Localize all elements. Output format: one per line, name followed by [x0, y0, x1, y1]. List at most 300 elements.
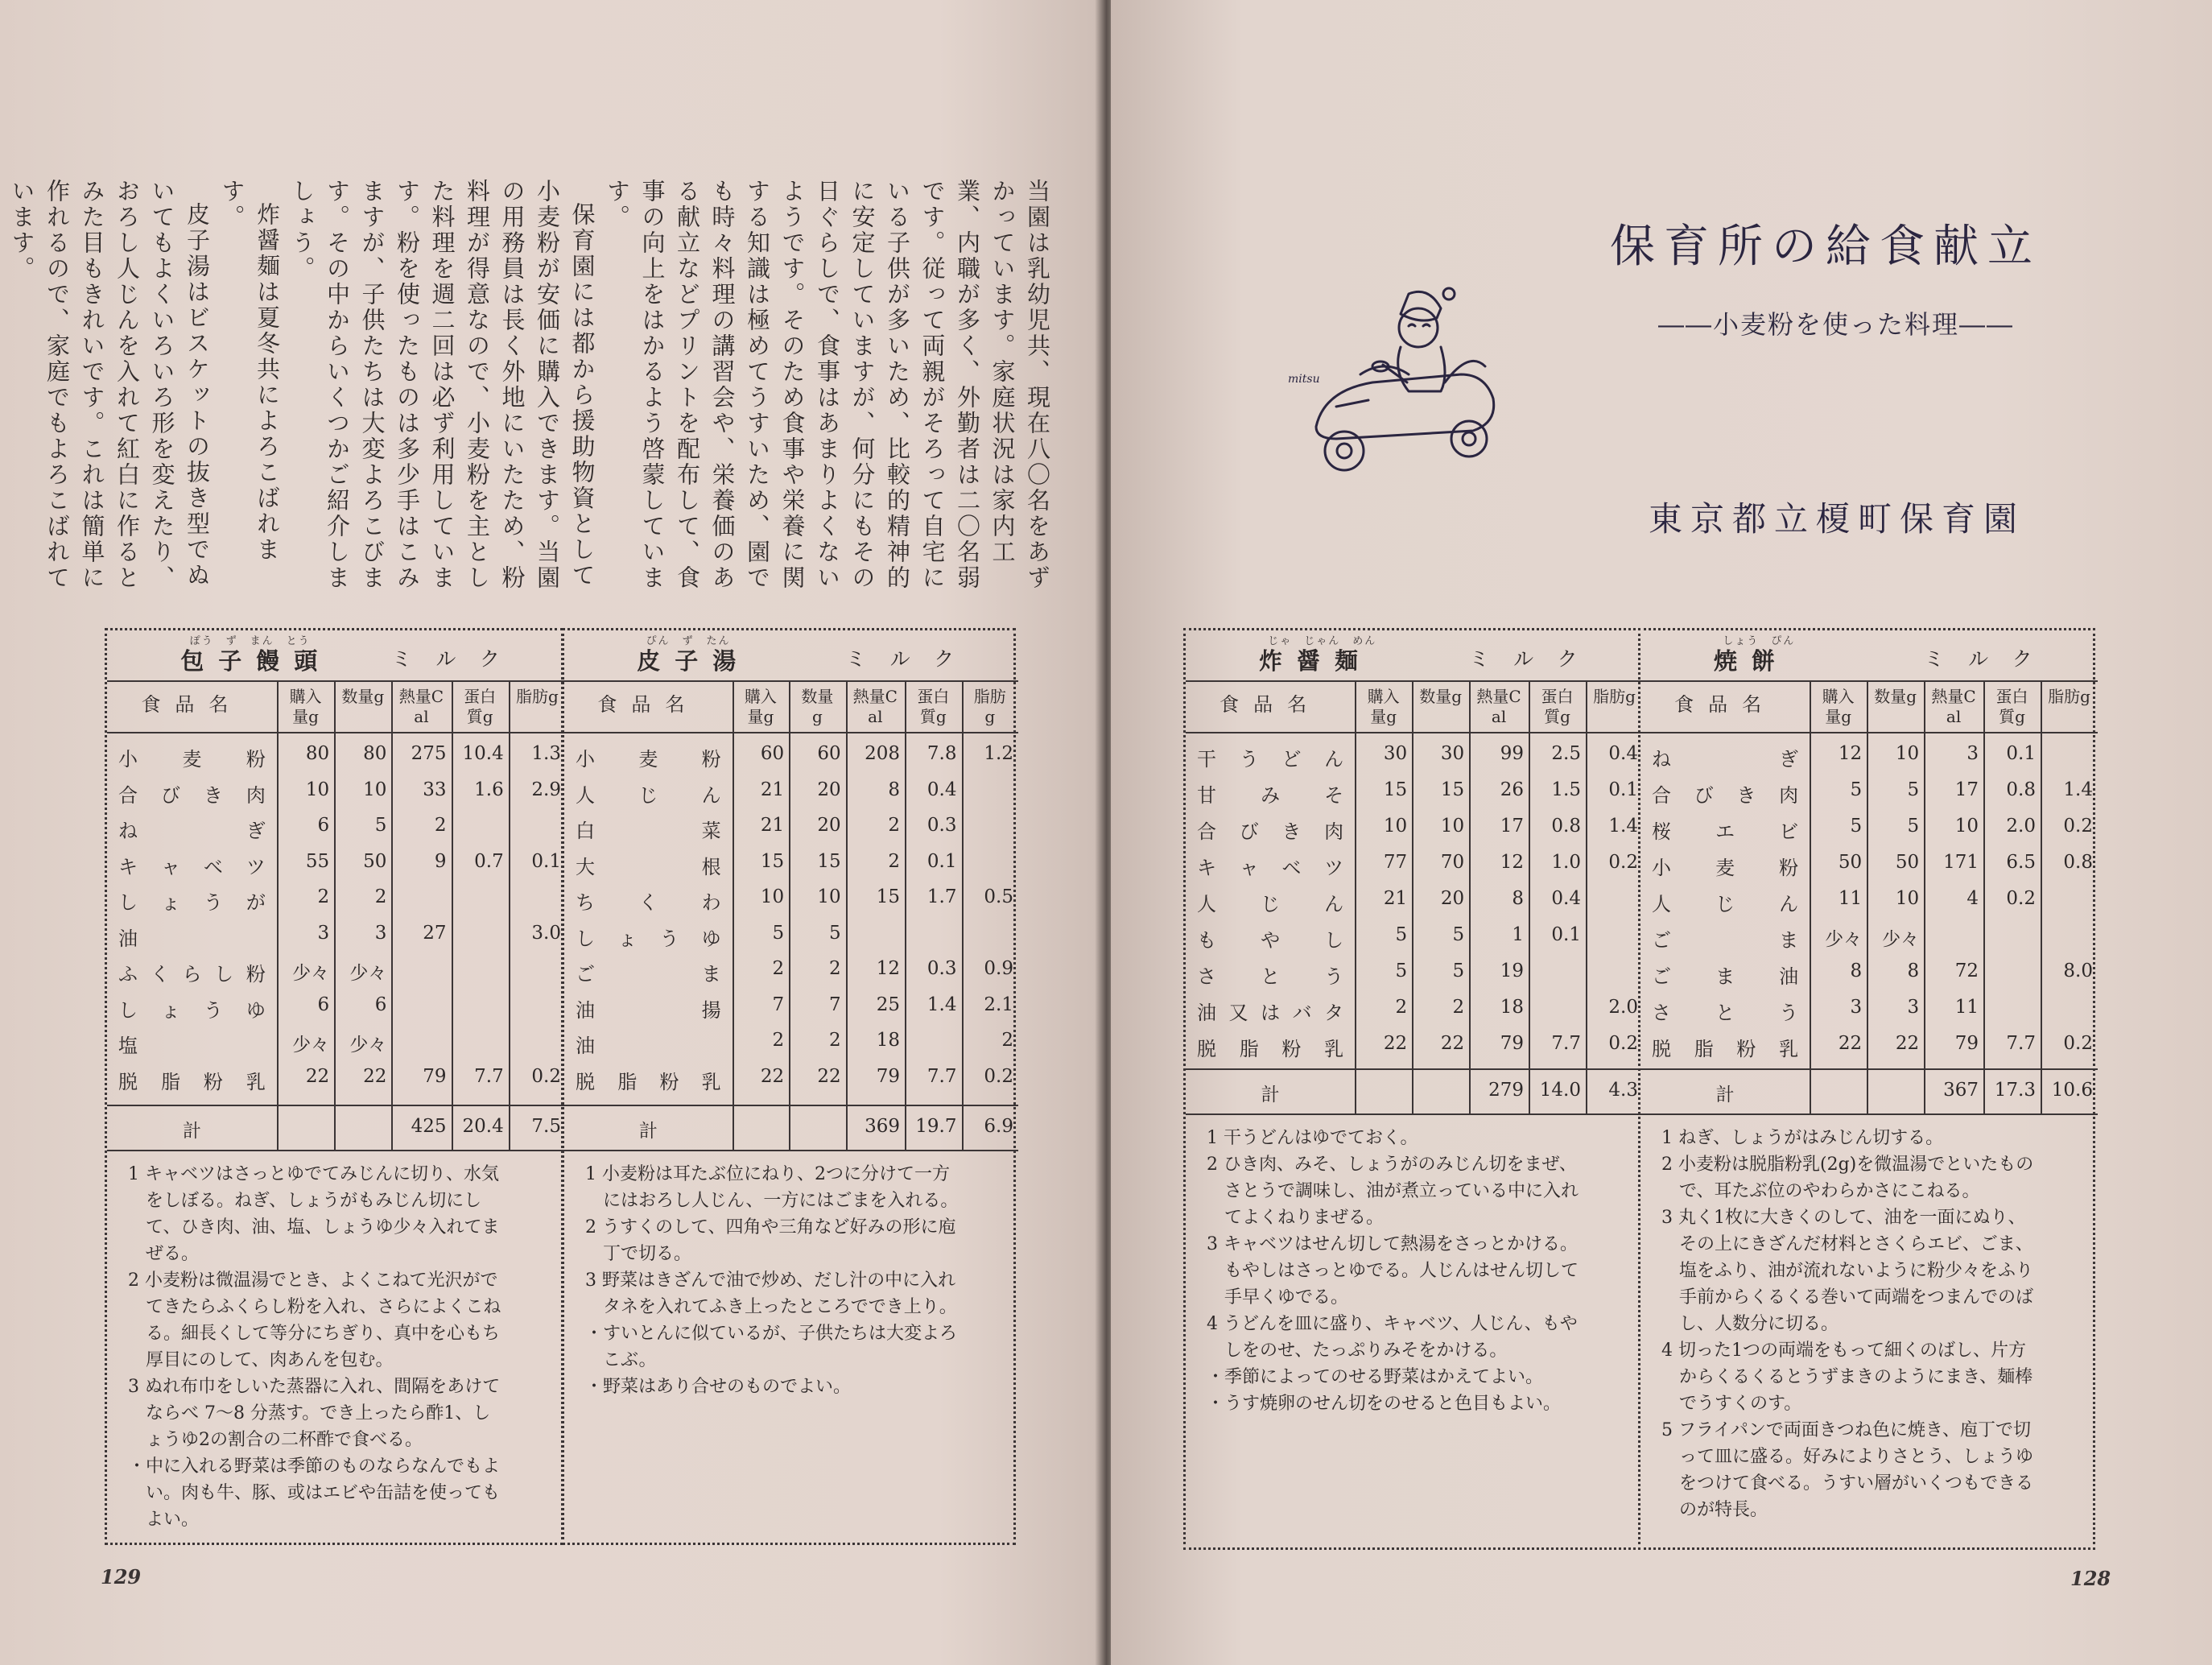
table-cell: 7.7: [474, 1065, 504, 1087]
table-cell: 275: [411, 743, 447, 764]
total-cell: 20.4: [462, 1116, 504, 1137]
note-line: 3 ぬれ布巾をしいた蒸器に入れ、間隔をあけて: [128, 1377, 501, 1397]
table-cell: 1.4: [2063, 779, 2093, 800]
table-cell: 0.3: [926, 815, 957, 836]
food-name: 人じん: [1197, 893, 1344, 915]
table-cell: 7.8: [926, 743, 957, 764]
column-header: 熱量Cal: [1476, 687, 1521, 726]
table-cell: 10: [1383, 816, 1408, 837]
table-cell: 2: [888, 815, 900, 836]
note-line: 3 丸く1枚に大きくのして、油を一面にぬり、: [1661, 1208, 2026, 1228]
food-name: 人じん: [1652, 893, 1799, 915]
article-title: 保育所の給食献立: [1610, 221, 2041, 273]
header-band-divider: [1640, 680, 2098, 682]
table-cell: 2: [829, 1030, 841, 1051]
dish-name: 皮子湯: [637, 647, 751, 675]
table-cell: 15: [1440, 779, 1465, 800]
table-cell: 2.0: [1608, 997, 1638, 1018]
table-cell: 8: [1850, 961, 1863, 981]
note-line: 2 うすくのして、四角や三角など好みの形に庖: [585, 1217, 956, 1237]
total-cell: 425: [411, 1116, 447, 1137]
table-cell: 22: [1440, 1033, 1465, 1054]
food-name: キャベツ: [118, 855, 266, 878]
note-line: て、ひき肉、油、塩、しょうゆ少々入れてま: [128, 1217, 500, 1237]
note-line: 2 ひき肉、みそ、しょうがのみじん切をまぜ、: [1207, 1155, 1577, 1175]
food-name: もやし: [1197, 929, 1344, 952]
note-line: 厚目にのして、肉あんを包む。: [128, 1350, 394, 1370]
table-cell: 0.2: [1608, 1033, 1638, 1054]
table-cell: 7: [772, 994, 785, 1015]
table-cell: 3: [374, 922, 387, 944]
note-line: る。細長くして等分にちぎり、真中を心もち: [128, 1324, 501, 1344]
dish-name-ruby: ぴん ず たん: [646, 635, 731, 647]
table-cell: 60: [817, 743, 841, 764]
food-name: 小麦粉: [1652, 857, 1799, 879]
table-cell: 30: [1383, 743, 1408, 764]
table-cell: 7: [829, 994, 841, 1015]
header-divider: [564, 732, 1018, 733]
table-cell: 79: [423, 1065, 447, 1087]
food-name: 干うどん: [1197, 748, 1344, 771]
table-cell: 5: [829, 922, 841, 944]
note-line: をつけて食べる。うすい層がいくつもできる: [1661, 1473, 2034, 1494]
page-number: 129: [101, 1565, 142, 1589]
table-cell: 12: [876, 958, 900, 979]
note-line: で、耳たぶ位のやわらかさにこねる。: [1661, 1181, 1980, 1201]
table-cell: 0.4: [926, 779, 957, 800]
table-cell: 少々: [292, 1035, 330, 1056]
note-line: ・すいとんに似ているが、子供たちは大変よろ: [585, 1324, 958, 1344]
table-cell: 20: [817, 815, 841, 836]
food-name: ねぎ: [1652, 748, 1799, 771]
column-header: 脂肪g: [1593, 687, 1636, 706]
note-line: 1 キャベツはさっとゆでてみじんに切り、水気: [128, 1164, 499, 1184]
table-cell: 4: [1966, 888, 1979, 909]
table-cell: 2.5: [1551, 743, 1581, 764]
table-cell: 1.0: [1551, 852, 1581, 873]
total-cell: 7.5: [531, 1116, 561, 1137]
table-cell: 17: [1500, 816, 1524, 837]
table-cell: 0.4: [1551, 888, 1581, 909]
table-cell: 50: [1838, 852, 1863, 873]
table-cell: 0.1: [926, 850, 957, 872]
food-name: 大根: [576, 855, 721, 878]
table-cell: 0.1: [2006, 743, 2036, 764]
column-header: 脂肪g: [515, 687, 559, 706]
right-page: [1111, 0, 2212, 1665]
food-name: ねぎ: [118, 820, 266, 842]
table-cell: 171: [1943, 852, 1979, 873]
note-line: 1 干うどんはゆでておく。: [1207, 1128, 1418, 1148]
food-name: 合びき肉: [1652, 784, 1799, 807]
food-name: 油揚: [576, 998, 721, 1022]
intro-paragraph: 皮子湯はビスケットの抜き型でぬいてもよくいろいろ形を変えたり、おろし人じんを入れて紅白に作るとみた目もきれいです。これは簡単に作れるので、家庭でもよろこばれています。: [8, 179, 211, 591]
column-header: 数量g: [801, 687, 834, 726]
table-cell: 5: [1395, 961, 1408, 981]
table-cell: 60: [760, 743, 785, 764]
table-cell: 8: [888, 779, 900, 800]
table-cell: 11: [1954, 997, 1979, 1018]
note-line: よい。: [128, 1510, 200, 1530]
table-cell: 30: [1440, 743, 1465, 764]
total-cell: 367: [1943, 1080, 1979, 1101]
note-line: にはおろし人じん、一方にはごまを入れる。: [585, 1191, 959, 1211]
table-cell: 77: [1383, 852, 1408, 873]
left-page: [0, 0, 1104, 1665]
total-cell: 10.6: [2051, 1080, 2093, 1101]
total-cell: 369: [865, 1116, 900, 1137]
total-cell: 14.0: [1539, 1080, 1581, 1101]
table-cell: 25: [876, 994, 900, 1015]
table-cell: 1.2: [984, 743, 1013, 764]
table-cell: 2: [772, 958, 785, 979]
table-cell: 0.2: [2006, 888, 2036, 909]
table-cell: 21: [1383, 888, 1408, 909]
column-header: 購入量g: [744, 687, 777, 726]
note-line: さとうで調味し、油が煮立っている中に入れ: [1207, 1181, 1579, 1201]
note-line: ・うす焼卵のせん切をのせると色目もよい。: [1207, 1394, 1562, 1414]
table-cell: 33: [423, 779, 447, 800]
table-cell: 3: [317, 922, 330, 944]
column-header: 購入量g: [1822, 687, 1855, 726]
recipe-table: [562, 628, 1016, 1545]
table-cell: 22: [363, 1065, 387, 1087]
table-cell: 3.0: [531, 922, 561, 944]
food-name: 油: [118, 927, 138, 950]
table-cell: 18: [1500, 997, 1524, 1018]
table-cell: 22: [817, 1065, 841, 1087]
food-name: ふくらし粉: [118, 963, 266, 985]
table-cell: 20: [1440, 888, 1465, 909]
table-cell: 2.9: [531, 779, 561, 800]
table-cell: 10: [305, 779, 330, 800]
table-cell: 0.9: [984, 958, 1013, 979]
table-cell: 0.2: [1608, 852, 1638, 873]
table-cell: 10: [1440, 816, 1465, 837]
table-cell: 17: [1954, 779, 1979, 800]
table-cell: 21: [760, 815, 785, 836]
note-line: しをのせ、たっぷりみそをかける。: [1207, 1341, 1508, 1361]
dish-name: 包子饅頭: [180, 647, 332, 675]
note-line: ・季節によってのせる野菜はかえてよい。: [1207, 1367, 1544, 1387]
column-header: 数量g: [1874, 687, 1917, 706]
total-label: 計: [1261, 1085, 1280, 1105]
column-header: 脂肪g: [973, 687, 1006, 726]
total-cell: 6.9: [984, 1116, 1013, 1137]
table-cell: 8: [1907, 961, 1920, 981]
total-divider: [1640, 1068, 2098, 1070]
recipe-table: [105, 628, 563, 1545]
table-cell: 8: [1512, 888, 1524, 909]
recipe-notes: [585, 1161, 1007, 1400]
table-cell: 5: [1850, 779, 1863, 800]
food-name: 白菜: [576, 820, 721, 842]
table-cell: 0.7: [474, 850, 504, 872]
table-cell: 5: [1395, 924, 1408, 945]
table-cell: 2: [374, 886, 387, 907]
table-cell: 0.1: [531, 850, 561, 872]
table-cell: 15: [876, 886, 900, 907]
note-line: その上にきざんだ材料とさくらエビ、ごま、: [1661, 1234, 2033, 1254]
table-cell: 3: [1907, 997, 1920, 1018]
column-header: 蛋白質g: [917, 687, 950, 726]
note-line: 4 切った1つの両端をもって細くのばし、片方: [1661, 1341, 2026, 1361]
column-header: 数量g: [341, 687, 385, 706]
dish-name-ruby: ぽう ず まん とう: [189, 635, 311, 647]
food-name: 小麦粉: [118, 748, 266, 771]
table-cell: 5: [1850, 816, 1863, 837]
table-cell: 27: [423, 922, 447, 944]
column-header: 熱量Cal: [852, 687, 898, 726]
table-cell: 26: [1500, 779, 1524, 800]
header-band-divider: [1186, 680, 1643, 682]
intro-paragraph: 炸醤麺は夏冬共によろこばれます。: [218, 179, 281, 563]
table-cell: 50: [1895, 852, 1920, 873]
column-header: 食品名: [141, 693, 243, 716]
table-cell: 2: [888, 850, 900, 872]
table-cell: 0.2: [531, 1065, 561, 1087]
note-line: 1 小麦粉は耳たぶ位にねり、2つに分けて一方: [585, 1164, 950, 1184]
total-label: 計: [182, 1121, 201, 1142]
table-cell: 5: [1907, 816, 1920, 837]
dish-name: 炸醤麺: [1258, 647, 1372, 675]
table-cell: 5: [1907, 779, 1920, 800]
note-line: 手前からくるくる巻いて両端をつまんでのば: [1661, 1287, 2034, 1308]
food-name: しょうが: [118, 891, 266, 914]
note-line: タネを入れてふき上ったところででき上り。: [585, 1297, 957, 1317]
dish-name-ruby: じゃ じゃん めん: [1268, 635, 1377, 647]
table-cell: 1.4: [1608, 816, 1638, 837]
table-cell: 22: [305, 1065, 330, 1087]
column-header: 食品名: [1674, 693, 1777, 716]
total-divider: [107, 1105, 566, 1106]
header-divider: [1186, 732, 1643, 733]
note-line: 2 小麦粉は脱脂粉乳(2g)を微温湯でといたもの: [1661, 1155, 2034, 1175]
table-cell: 10: [1895, 743, 1920, 764]
table-cell: 22: [1838, 1033, 1863, 1054]
note-line: でうすくのす。: [1661, 1394, 1802, 1414]
note-line: こぶ。: [585, 1350, 657, 1370]
food-name: さとう: [1652, 1002, 1799, 1024]
table-cell: 少々: [1825, 929, 1863, 950]
note-line: し、人数分に切る。: [1661, 1314, 1839, 1334]
total-divider: [564, 1105, 1018, 1106]
table-cell: 9: [434, 850, 447, 872]
food-name: さとう: [1197, 965, 1344, 988]
note-line: ならべ 7～8 分蒸す。でき上ったら酢1、し: [128, 1403, 491, 1423]
note-line: 手早くゆでる。: [1207, 1287, 1349, 1308]
illustration-signature: mitsu: [1288, 373, 1320, 386]
food-name: 小麦粉: [576, 748, 721, 771]
table-cell: 2: [317, 886, 330, 907]
table-cell: 1.4: [926, 994, 957, 1015]
total-label: 計: [1715, 1085, 1735, 1105]
note-line: ぜる。: [128, 1244, 200, 1264]
table-cell: 0.4: [1608, 743, 1638, 764]
table-cell: 2: [829, 958, 841, 979]
table-cell: 3: [1966, 743, 1979, 764]
table-cell: 少々: [349, 963, 387, 984]
food-name: ちくわ: [576, 891, 721, 914]
dish-name-ruby: しょう ぴん: [1723, 635, 1796, 647]
note-line: てよくねりまぜる。: [1207, 1208, 1385, 1228]
table-cell: 0.2: [984, 1065, 1013, 1087]
drink-name: ミルク: [845, 647, 979, 671]
food-name: 塩: [118, 1035, 138, 1057]
table-cell: 8.0: [2063, 961, 2093, 981]
total-label: 計: [638, 1121, 658, 1142]
drink-name: ミルク: [391, 647, 524, 671]
table-cell: 少々: [1882, 929, 1920, 950]
table-cell: 0.3: [926, 958, 957, 979]
notes-divider: [564, 1150, 1018, 1151]
column-header: 食品名: [1219, 693, 1322, 716]
food-name: 脱脂粉乳: [576, 1070, 721, 1093]
note-line: ・野菜はあり合せのものでよい。: [585, 1377, 852, 1397]
table-cell: 1: [1512, 924, 1524, 945]
table-cell: 21: [760, 779, 785, 800]
recipe-notes: [128, 1161, 555, 1533]
table-cell: 1.6: [474, 779, 504, 800]
table-cell: 7.7: [2006, 1033, 2036, 1054]
note-line: 1 ねぎ、しょうがはみじん切する。: [1661, 1128, 1944, 1148]
drink-name: ミルク: [1469, 647, 1602, 671]
column-header: 購入量g: [289, 687, 322, 726]
note-line: 3 野菜はきざんで油で炒め、だし汁の中に入れ: [585, 1270, 956, 1291]
note-line: ょうゆ2の割合の二杯酢で食べる。: [128, 1430, 423, 1450]
food-name: しょうゆ: [576, 927, 721, 950]
note-line: い。肉も牛、豚、或はエビや缶詰を使っても: [128, 1483, 501, 1503]
table-cell: 7.7: [926, 1065, 957, 1087]
total-cell: 279: [1488, 1080, 1524, 1101]
table-cell: 20: [817, 779, 841, 800]
table-cell: 10: [760, 886, 785, 907]
table-cell: 2: [434, 815, 447, 836]
page-number: 128: [2070, 1567, 2111, 1590]
table-cell: 79: [876, 1065, 900, 1087]
column-header: 熱量Cal: [398, 687, 444, 726]
recipe-table: [1638, 628, 2095, 1550]
table-cell: 0.2: [2063, 816, 2093, 837]
dish-name: 焼餅: [1713, 647, 1789, 675]
table-cell: 15: [817, 850, 841, 872]
table-cell: 5: [1452, 961, 1465, 981]
table-cell: 10: [1895, 888, 1920, 909]
column-header: 数量g: [1419, 687, 1463, 706]
food-name: 脱脂粉乳: [118, 1070, 266, 1093]
table-cell: 0.8: [1551, 816, 1581, 837]
food-name: 合びき肉: [1197, 820, 1344, 843]
table-cell: 80: [363, 743, 387, 764]
table-cell: 6: [317, 994, 330, 1015]
food-name: 桜エビ: [1652, 820, 1799, 843]
table-cell: 10: [363, 779, 387, 800]
note-line: 塩をふり、油が流れないように粉少々をふり: [1661, 1261, 2034, 1281]
table-cell: 22: [1895, 1033, 1920, 1054]
note-line: 丁で切る。: [585, 1244, 692, 1264]
total-cell: 17.3: [1994, 1080, 2036, 1101]
header-band-divider: [564, 680, 1018, 682]
column-header: 蛋白質g: [1541, 687, 1574, 726]
note-line: もやしはさっとゆでる。人じんはせん切して: [1207, 1261, 1579, 1281]
food-name: 合びき肉: [118, 783, 266, 807]
header-divider: [107, 732, 566, 733]
table-cell: 少々: [349, 1035, 387, 1056]
note-line: 3 キャベツはせん切して熱湯をさっとかける。: [1207, 1234, 1578, 1254]
notes-divider: [1186, 1113, 1643, 1115]
intro-paragraph: 保育園には都から援助物資として小麦粉が安価に購入できます。当園の用務員は長く外地にいたため、粉料理が得意なので、小麦粉を主とした料理を週二回は必ず利用しています。粉を使ったものは多少手はこみますが、子供たちは大変よろこびます。その中からいくつかご紹介しましょう。: [288, 179, 596, 591]
table-cell: 0.1: [1608, 779, 1638, 800]
recipe-notes: [1207, 1125, 1632, 1417]
food-name: ごま: [576, 963, 721, 985]
note-line: からくるくるとうずまきのようにまき、麺棒: [1661, 1367, 2033, 1387]
table-cell: 12: [1838, 743, 1863, 764]
food-name: キャベツ: [1197, 857, 1344, 879]
total-cell: 4.3: [1608, 1080, 1638, 1101]
food-name: 油又はバタ: [1197, 1002, 1344, 1024]
table-cell: 0.1: [1551, 924, 1581, 945]
food-name: ごま: [1652, 929, 1799, 952]
table-cell: 1.3: [531, 743, 561, 764]
table-cell: 80: [305, 743, 330, 764]
table-cell: 72: [1954, 961, 1979, 981]
table-cell: 22: [1383, 1033, 1408, 1054]
table-cell: 11: [1838, 888, 1863, 909]
table-cell: 50: [363, 850, 387, 872]
table-cell: 1.5: [1551, 779, 1581, 800]
table-cell: 99: [1500, 743, 1524, 764]
table-cell: 70: [1440, 852, 1465, 873]
note-line: のが特長。: [1661, 1500, 1768, 1520]
table-cell: 2.0: [2006, 816, 2036, 837]
table-cell: 15: [760, 850, 785, 872]
table-cell: 7.7: [1551, 1033, 1581, 1054]
article-subtitle: ――小麦粉を使った料理――: [1658, 309, 2015, 340]
recipe-notes: [1661, 1125, 2086, 1523]
table-cell: 0.2: [2063, 1033, 2093, 1054]
table-cell: 3: [1850, 997, 1863, 1018]
total-divider: [1186, 1068, 1643, 1070]
drink-name: ミルク: [1924, 647, 2057, 671]
table-cell: 5: [772, 922, 785, 944]
food-name: 脱脂粉乳: [1652, 1038, 1799, 1060]
recipe-table: [1183, 628, 1640, 1550]
header-band-divider: [107, 680, 566, 682]
table-cell: 22: [760, 1065, 785, 1087]
table-cell: 19: [1500, 961, 1524, 981]
notes-divider: [1640, 1113, 2098, 1115]
column-header: 蛋白質g: [464, 687, 497, 726]
table-cell: 0.5: [984, 886, 1013, 907]
table-cell: 12: [1500, 852, 1524, 873]
header-divider: [1640, 732, 2098, 733]
table-cell: 0.8: [2063, 852, 2093, 873]
table-cell: 79: [1500, 1033, 1524, 1054]
note-line: って皿に盛る。好みによりさとう、しょうゆ: [1661, 1447, 2034, 1467]
article-author: 東京都立榎町保育園: [1649, 499, 2026, 539]
table-cell: 6.5: [2006, 852, 2036, 873]
food-name: ごま油: [1652, 965, 1799, 988]
table-cell: 10: [817, 886, 841, 907]
note-line: をしぼる。ねぎ、しょうがもみじん切にし: [128, 1191, 482, 1211]
column-header: 脂肪g: [2048, 687, 2090, 706]
note-line: 5 フライパンで両面きつね色に焼き、庖丁で切: [1661, 1420, 2032, 1440]
note-line: てきたらふくらし粉を入れ、さらによくこね: [128, 1297, 501, 1317]
column-header: 熱量Cal: [1931, 687, 1976, 726]
table-cell: 15: [1383, 779, 1408, 800]
food-name: しょうゆ: [118, 998, 266, 1022]
food-name: 甘みそ: [1197, 784, 1344, 807]
